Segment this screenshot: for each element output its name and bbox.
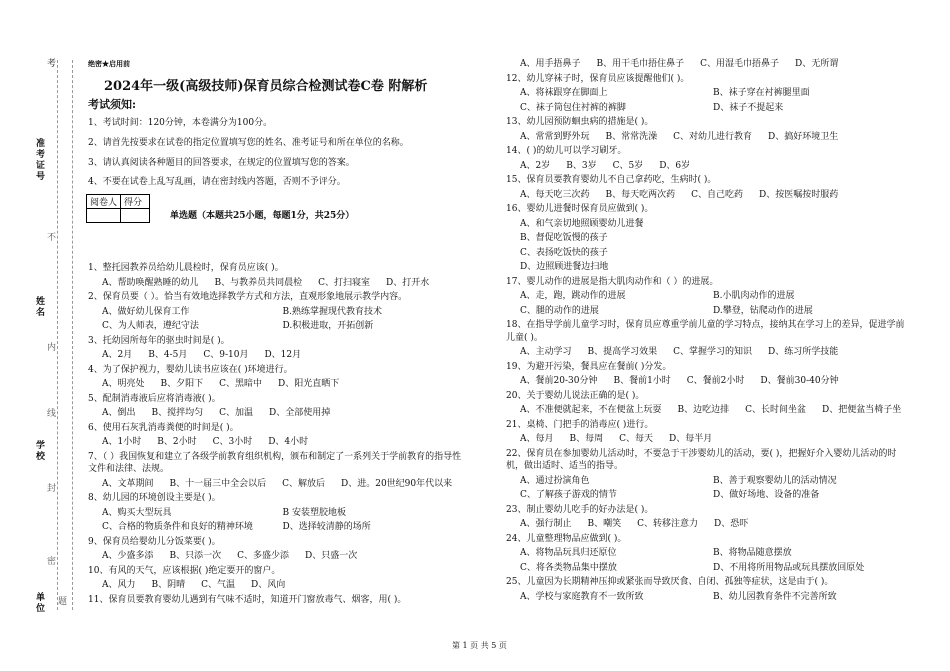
answer-option[interactable]: B、嘲笑 [587,519,622,529]
option-row [88,478,463,491]
answer-option[interactable]: B、督促吃饭慢的孩子 [520,233,608,243]
page-footer: 第 1 页 共 5 页 [452,641,507,650]
option-row [506,232,906,245]
option-row [88,349,463,362]
answer-option[interactable]: D、选择较清静的场所 [282,522,371,532]
score-table-empty [87,209,121,223]
answer-option[interactable]: D、袜子不提起来 [713,102,784,113]
answer-option[interactable]: D.积极进取，开拓创新 [282,321,374,331]
answer-option[interactable]: A、不准便就起来，不在便盆上玩耍 [520,405,662,415]
answer-option[interactable]: A、风力 [102,580,136,590]
left-question-column [88,262,463,608]
answer-option[interactable]: A、文革期间 [102,478,154,489]
answer-option[interactable]: C、气温 [201,580,236,590]
school-label: 学校 [34,440,44,462]
answer-option[interactable]: A、用手捂鼻子 [520,59,581,69]
answer-option[interactable]: B、搅拌均匀 [151,408,204,418]
answer-option[interactable]: A、少盛多添 [102,551,154,561]
notice-1: 1、考试时间：120分钟，本卷满分为100分。 [88,118,273,128]
question-text: 18、在指导学前儿童学习时，保育员应尊重学前儿童的学习特点，接纳其在学习上的差异，促进学前儿童( )。 [506,320,905,343]
answer-option[interactable]: A、做好幼儿保育工作 [102,306,190,317]
answer-option[interactable]: B、每周 [569,434,604,444]
option-row [88,507,463,520]
answer-option[interactable]: C、5岁 [612,160,644,171]
score-table-score: 得分 [121,195,150,209]
option-row [88,407,463,420]
answer-option[interactable]: C、袜子筒包住衬裤的裤脚 [520,102,626,113]
score-table-empty [121,209,150,223]
answer-option[interactable]: D、4小时 [268,437,309,447]
question-text: 3、托幼园所每年的驱虫时间是( )。 [88,335,230,346]
question-text: 22、保育员在参加婴幼儿活动时，不要急于干涉婴幼儿的活动，要( )，把握好介入婴幼儿活动的时机，做出适时、适当的指导。 [506,448,897,471]
answer-option[interactable]: D、边照顾进餐边扫地 [520,262,609,272]
answer-option[interactable]: B、边吃边排 [677,405,730,415]
answer-option[interactable]: B、十一届三中全会以后 [169,478,267,489]
answer-option[interactable]: C、9-10月 [203,350,249,360]
answer-option[interactable]: D、搞好环境卫生 [768,131,839,142]
answer-option[interactable]: B 安装塑胶地板 [282,507,346,518]
page-title: 2024年一级(高级技师)保育员综合检测试卷C卷 附解析 [104,79,428,94]
answer-option[interactable]: C、3小时 [212,437,253,447]
notice-title: 考试须知: [88,98,137,111]
answer-option[interactable]: A、学校与家庭教育不一致所致 [520,591,644,602]
answer-option[interactable]: C、为人师表，遵纪守法 [102,321,199,331]
notice-3: 3、请认真阅读各种题目的回答要求，在规定的位置填写您的答案。 [88,158,355,168]
binding-line-inner [72,60,73,610]
option-row [506,290,906,303]
answer-option[interactable]: B、幼儿园教育条件不完善所致 [713,591,837,602]
question-text: 7、（ ）我国恢复和建立了各级学前教育组织机构，颁布和制定了一系列关于学前教育的指导性文件和法律、法规。 [88,451,462,474]
option-row [506,247,906,260]
answer-option[interactable]: D、风向 [251,580,286,590]
option-row [506,375,906,388]
answer-option[interactable]: A、帮助唤醒熟睡的幼儿 [102,277,199,288]
question-text: 12、幼儿穿袜子时，保育员应该提醒他们( )。 [506,73,690,84]
binding-line-outer [57,60,58,610]
answer-option[interactable]: B、袜子穿在衬裤腿里面 [713,88,810,98]
answer-option[interactable]: B.熟练掌握现代教育技术 [282,306,382,317]
question-text: 24、儿童整理物品应做到( )。 [506,533,627,544]
option-row [506,261,906,274]
answer-option[interactable]: C、合格的物质条件和良好的精神环境 [102,522,253,532]
answer-option[interactable]: A、购买大型玩具 [102,507,172,518]
answer-option[interactable]: C、将各类物品集中摆放 [520,562,617,573]
question-text: 11、保育员要教育婴幼儿遇到有气味不适时，知道开门窗放毒气、烟客，用( )。 [88,594,407,605]
answer-option[interactable]: D、练习所学技能 [768,347,839,357]
answer-option[interactable]: A、和气亲切地照顾婴幼儿进餐 [520,218,644,229]
question-text: 5、配制消毒液后应将消毒液( )。 [88,393,221,404]
answer-option[interactable]: C、多盛少添 [237,551,290,561]
answer-option[interactable]: C、加温 [219,408,254,418]
option-row [506,547,906,560]
answer-option[interactable]: B.小肌肉动作的进展 [713,291,795,301]
seal-mark: 题 [56,596,66,607]
answer-option[interactable]: B、餐前1小时 [613,376,671,386]
notice-2: 2、请首先按要求在试卷的指定位置填写您的姓名、准考证号和所在单位的名称。 [88,138,409,148]
option-row [88,306,463,319]
unit-label: 单位 [34,592,44,614]
seal-mark: 封 [45,483,55,494]
option-row [88,378,463,391]
question-text: 20、关于婴幼儿说法正确的是( )。 [506,390,645,401]
answer-option[interactable]: A、2岁 [520,160,551,171]
answer-option[interactable]: A、明亮处 [102,379,145,389]
answer-option[interactable]: D、无所谓 [795,59,839,69]
option-row [88,579,463,592]
answer-option[interactable]: D、全部使用掉 [269,408,331,418]
score-table [86,194,150,223]
option-row [88,521,463,534]
question-text: 21、桌椅、门把手的消毒应( )进行。 [506,419,654,430]
option-row [506,87,906,100]
option-row [506,518,906,531]
option-row [88,277,463,290]
question-text: 9、保育员给婴幼儿分饭菜要( )。 [88,536,221,547]
answer-option[interactable]: B、善于观察婴幼儿的活动情况 [713,475,837,486]
answer-option[interactable]: B、只添一次 [169,551,222,561]
answer-option[interactable]: B、提高学习效果 [587,347,658,357]
question-text: 10、有风的天气，应该根据( )绝定要开的窗户。 [88,565,281,576]
section-title: 单选题（本题共25小题，每题1分，共25分） [170,211,355,221]
question-text: 17、婴儿动作的进展是指大肌肉动作和（ ）的进展。 [506,276,719,287]
option-row [506,591,906,604]
option-row [506,160,906,173]
answer-option[interactable]: C、腿的动作的进展 [520,305,599,316]
answer-option[interactable]: D、6岁 [659,160,691,171]
answer-option[interactable]: C、转移注意力 [637,519,699,529]
option-row [506,102,906,115]
answer-option[interactable]: D、只盛一次 [305,551,358,561]
answer-option[interactable]: B、2小时 [157,437,197,447]
option-row [506,346,906,359]
answer-option[interactable]: B、将物品随意摆放 [713,548,792,558]
option-row [506,131,906,144]
answer-option[interactable]: D、按医嘱按时服药 [759,189,839,200]
seal-mark: 不 [45,232,55,243]
question-text: 2、保育员要（ ）。恰当有效地选择教学方式和方法，直观形象地展示教学内容。 [88,292,408,302]
answer-option[interactable]: C、掌握学习的知识 [673,347,753,357]
option-row [506,404,906,417]
answer-option[interactable]: A、强行制止 [520,519,572,529]
answer-option[interactable]: A、1小时 [102,437,142,447]
answer-option[interactable]: C、每天 [619,434,654,444]
option-row [88,436,463,449]
option-row [506,58,906,71]
answer-option[interactable]: D、进。20世纪90年代以来 [341,478,453,489]
answer-option[interactable]: A、2月 [102,350,133,360]
answer-option[interactable]: C、黑暗中 [219,379,263,389]
option-row [506,305,906,318]
answer-option[interactable]: C、餐前2小时 [686,376,745,386]
answer-option[interactable]: C、表扬吃饭快的孩子 [520,247,608,258]
question-text: 15、保育员要教育婴幼儿不自己拿药吃，生病时( )。 [506,175,717,185]
question-text: 13、幼儿园预防蛔虫病的措施是( )。 [506,117,654,127]
answer-option[interactable]: D、把便盆当椅子坐 [822,405,902,415]
seal-mark: 内 [45,342,55,353]
option-row [506,475,906,488]
question-text: 19、为避开污染，餐具应在餐前( )分发。 [506,361,672,372]
exam-number-label: 准考证号 [34,138,44,182]
option-row [506,218,906,231]
answer-option[interactable]: A、将物品玩具归还原位 [520,548,617,558]
question-text: 1、整托园教养员给幼儿晨检时，保育员应该( )。 [88,263,284,273]
option-row [506,433,906,446]
question-text: 6、使用石灰乳消毒粪便的时间是( )。 [88,422,239,433]
question-text: 16、婴幼儿进餐时保育员应做到( )。 [506,204,654,214]
answer-option[interactable]: B、4-5月 [148,350,188,360]
answer-option[interactable]: D、12月 [264,350,302,360]
answer-option[interactable]: B、用干毛巾捂住鼻子 [596,59,685,69]
answer-option[interactable]: A、主动学习 [520,347,572,357]
option-row [88,320,463,333]
answer-option[interactable]: C、打扫寝室 [318,277,371,288]
question-text: 8、幼儿园的环境创设主要是( )。 [88,493,221,503]
answer-option[interactable]: C、长时间坐盆 [745,405,807,415]
answer-option[interactable]: A、餐前20-30分钟 [520,376,598,386]
question-text: 4、为了保护视力，婴幼儿读书应该在( )环境进行。 [88,364,293,375]
answer-option[interactable]: D、餐前30-40分钟 [760,376,839,386]
option-row [88,550,463,563]
seal-mark: 密 [45,556,55,567]
answer-option[interactable]: A、每天吃三次药 [520,189,590,200]
option-row [506,562,906,575]
seal-mark: 线 [45,408,55,419]
top-margin-label: 考 [45,58,55,69]
question-text: 23、制止婴幼儿吃手的好办法是( )。 [506,504,654,515]
score-table-grader: 阅卷人 [87,195,121,209]
answer-option[interactable]: D、做好场地、设备的准备 [713,490,820,500]
answer-option[interactable]: A、将袜跟穿在脚面上 [520,88,608,98]
answer-option[interactable]: B、阴晴 [151,580,186,590]
question-text: 25、儿童因为长期精神压抑或紧张而导致厌食、自闭、孤独等症状，这是由于( )。 [506,577,834,587]
answer-option[interactable]: B、与教养员共同晨检 [214,277,303,288]
answer-option[interactable]: B、每天吃两次药 [605,189,676,200]
answer-option[interactable]: D、恐吓 [714,519,749,529]
answer-option[interactable]: C、了解孩子游戏的情节 [520,490,617,500]
answer-option[interactable]: C、自己吃药 [691,189,744,200]
option-row [506,489,906,502]
option-row [506,189,906,202]
right-question-column [506,58,906,605]
answer-option[interactable]: C、用湿毛巾捂鼻子 [700,59,780,69]
answer-option[interactable]: A、常常到野外玩 [520,131,590,142]
answer-option[interactable]: B、常常洗澡 [605,131,658,142]
answer-option[interactable]: C、对幼儿进行教育 [673,131,753,142]
answer-option[interactable]: D、每半月 [669,434,713,444]
answer-option[interactable]: D、打开水 [386,277,430,288]
name-label: 姓名 [34,296,44,318]
question-text: 14、( )的幼儿可以学习刷牙。 [506,146,627,156]
answer-option[interactable]: A、每月 [520,434,554,444]
answer-option[interactable]: A、通过扮演角色 [520,475,590,486]
notice-4: 4、不要在试卷上乱写乱画，请在密封线内答题，否则不予评分。 [88,177,346,187]
answer-option[interactable]: A、走，跑，跳动作的进展 [520,291,626,301]
answer-option[interactable]: D、不用将所用物品或玩具摆放回原处 [713,562,865,573]
answer-option[interactable]: B、夕阳下 [160,379,204,389]
answer-option[interactable]: D、阳光直晒下 [278,379,340,389]
answer-option[interactable]: C、解放后 [282,478,326,489]
answer-option[interactable]: A、倒出 [102,408,136,418]
answer-option[interactable]: D.攀登，钻爬动作的进展 [713,305,813,316]
answer-option[interactable]: B、3岁 [566,160,597,171]
secret-label: 绝密★启用前 [88,59,130,68]
